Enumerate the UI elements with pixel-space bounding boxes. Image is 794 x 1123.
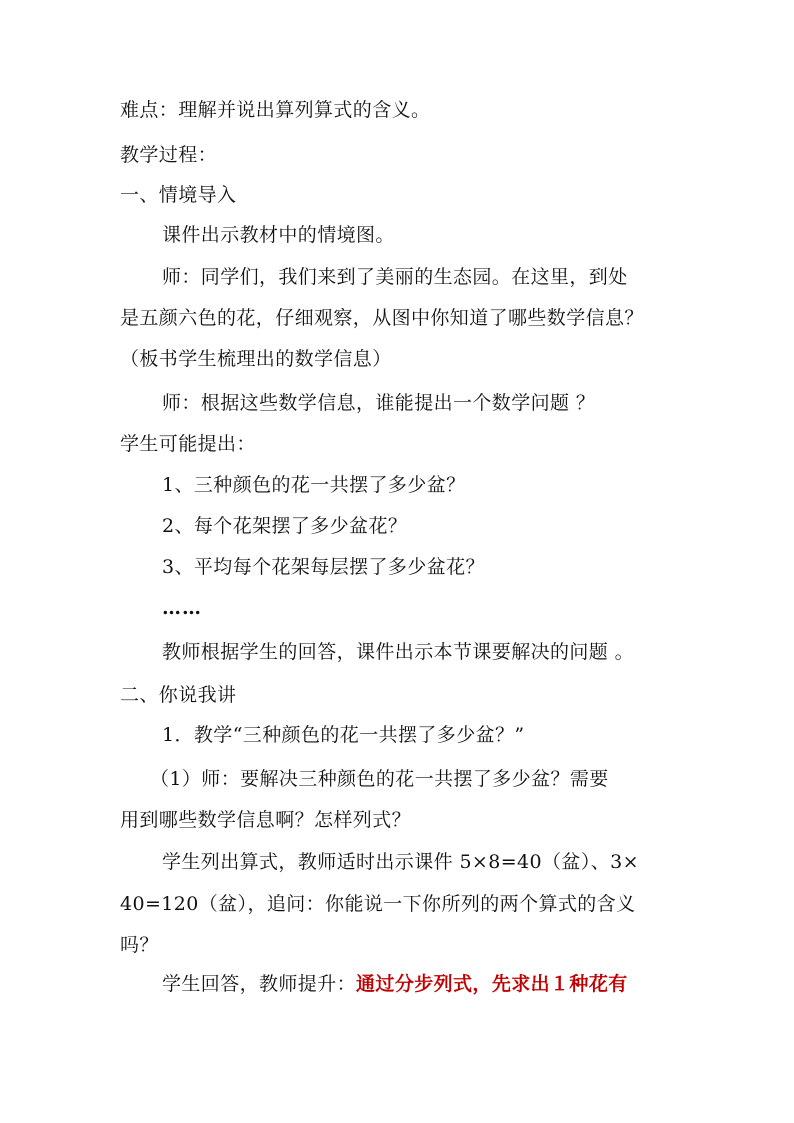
paragraph-line: 师：同学们，我们来到了美丽的生态园。在这里，到处 <box>162 266 628 288</box>
ellipsis: …… <box>162 597 202 619</box>
paragraph-line: 教师根据学生的回答，课件出示本节课要解决的问题 。 <box>162 641 635 663</box>
process-heading: 教学过程： <box>120 144 218 166</box>
list-item: 3、平均每个花架每层摆了多少盆花？ <box>162 556 485 578</box>
paragraph-line: 1．教学“三种颜色的花一共摆了多少盆？” <box>162 724 525 746</box>
paragraph-line: 吗？ <box>120 934 159 956</box>
paragraph-line: 课件出示教材中的情境图。 <box>162 224 395 246</box>
paragraph-line: （板书学生梳理出的数学信息） <box>120 348 392 370</box>
paragraph-line-with-emphasis <box>162 972 722 996</box>
list-item: 2、每个花架摆了多少盆花？ <box>162 515 408 537</box>
paragraph-line: 用到哪些数学信息啊？怎样列式？ <box>120 809 412 831</box>
difficulty-line: 难点：理解并说出算列算式的含义。 <box>120 99 431 121</box>
paragraph-line: 学生可能提出： <box>120 433 256 455</box>
paragraph-line: 是五颜六色的花，仔细观察，从图中你知道了哪些数学信息？ <box>120 307 644 329</box>
paragraph-text: 学生回答，教师提升： <box>162 973 357 995</box>
paragraph-line: 40=120（盆），追问：你能说一下你所列的两个算式的含义 <box>120 893 636 915</box>
emphasis-text: 通过分步列式，先求出１种花有 <box>356 973 628 995</box>
list-item: 1、三种颜色的花一共摆了多少盆？ <box>162 474 466 496</box>
paragraph-line: 师：根据这些数学信息，谁能提出一个数学问题 ？ <box>162 392 596 414</box>
paragraph-line: （1）师：要解决三种颜色的花一共摆了多少盆？需要 <box>150 768 609 790</box>
paragraph-line: 学生列出算式，教师适时出示课件 5×8=40（盆）、3× <box>162 851 639 873</box>
section-2-heading: 二、你说我讲 <box>120 684 237 706</box>
section-1-heading: 一、情境导入 <box>120 184 237 206</box>
